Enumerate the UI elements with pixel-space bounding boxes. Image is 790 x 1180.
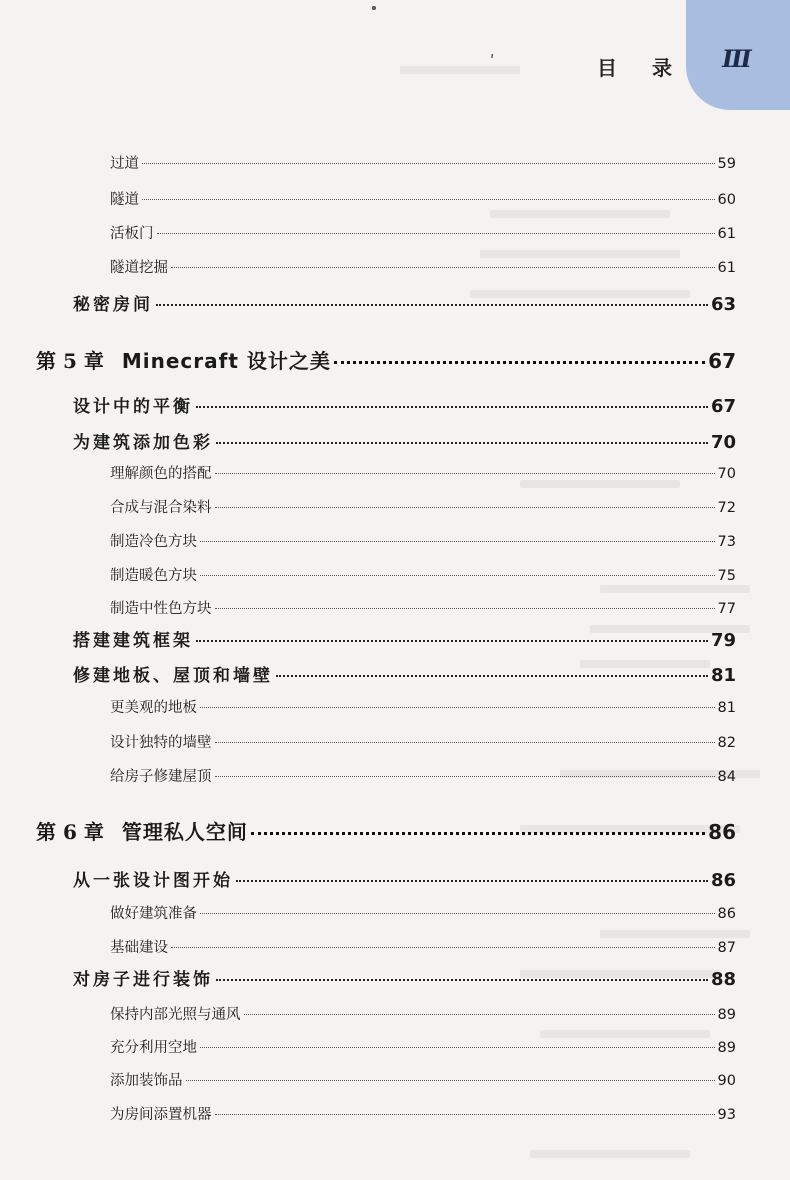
toc-entry-title: 充分利用空地 <box>110 1040 197 1056</box>
toc-page-number: 67 <box>710 396 736 417</box>
toc-subsection-entry[interactable] <box>110 188 736 209</box>
toc-page-number: 77 <box>717 601 736 617</box>
toc-subsection-entry[interactable] <box>110 1103 736 1124</box>
toc-entry-title: 保持内部光照与通风 <box>110 1007 241 1023</box>
dot-leader <box>334 361 705 364</box>
dot-leader <box>215 1114 715 1115</box>
toc-page-number: 93 <box>717 1107 736 1123</box>
dot-leader <box>276 675 708 677</box>
toc-page-number: 79 <box>710 630 736 651</box>
toc-subsection-entry[interactable] <box>110 731 736 752</box>
toc-subsection-entry[interactable] <box>110 696 736 717</box>
toc-page-number: 84 <box>717 769 736 785</box>
dot-leader <box>156 304 708 306</box>
toc-page-number: 61 <box>717 260 736 276</box>
toc-page-number: 81 <box>710 665 736 686</box>
dot-leader <box>216 979 708 981</box>
toc-page-number: 82 <box>717 735 736 751</box>
toc-subsection-entry[interactable] <box>110 256 736 277</box>
toc-entry-title: 从一张设计图开始 <box>73 871 233 891</box>
dot-leader <box>200 1047 715 1048</box>
toc-entry-title: 制造暖色方块 <box>110 568 197 584</box>
dot-leader <box>244 1014 715 1015</box>
toc-page-number: 70 <box>710 432 736 453</box>
toc-page-number: 61 <box>717 226 736 242</box>
dot-leader <box>171 267 715 268</box>
toc-page-number: 88 <box>710 969 736 990</box>
toc-entry-title: 给房子修建屋顶 <box>110 769 212 785</box>
toc-subsection-entry[interactable] <box>110 222 736 243</box>
toc-page-number: 86 <box>708 820 736 844</box>
dot-leader <box>215 473 715 474</box>
page-number-tab <box>686 0 790 110</box>
toc-entry-title: 隧道 <box>110 192 139 208</box>
toc-subsection-entry[interactable] <box>110 462 736 483</box>
dot-leader <box>196 640 708 642</box>
toc-entry-title: 做好建筑准备 <box>110 906 197 922</box>
chapter-number: 第 6 章 <box>36 820 104 844</box>
toc-subsection-entry[interactable] <box>110 902 736 923</box>
dot-leader <box>142 199 715 200</box>
toc-page-number: 72 <box>717 500 736 516</box>
toc-page-number: 67 <box>708 349 736 373</box>
dot-leader <box>215 507 715 508</box>
toc-page-number: 87 <box>717 940 736 956</box>
toc-subsection-entry[interactable] <box>110 1069 736 1090</box>
toc-subsection-entry[interactable] <box>110 765 736 786</box>
roman-page-number: III <box>719 44 753 73</box>
toc-page-number: 86 <box>710 870 736 891</box>
toc-entry-title: 隧道挖掘 <box>110 260 168 276</box>
toc-entry-title: 为建筑添加色彩 <box>73 433 213 453</box>
toc-subsection-entry[interactable] <box>110 530 736 551</box>
toc-section-entry[interactable] <box>73 392 736 417</box>
toc-entry-title: 制造中性色方块 <box>110 601 212 617</box>
toc-entry-title: 活板门 <box>110 226 154 242</box>
dot-leader <box>251 832 705 835</box>
toc-chapter-entry[interactable] <box>36 345 736 374</box>
toc-entry-title: 设计中的平衡 <box>73 397 193 417</box>
dot-leader <box>157 233 715 234</box>
toc-entry-title: 对房子进行装饰 <box>73 970 213 990</box>
toc-section-entry[interactable] <box>73 965 736 990</box>
toc-chapter-title <box>36 345 331 374</box>
toc-page-number: 60 <box>717 192 736 208</box>
dot-leader <box>171 947 715 948</box>
toc-entry-title: 搭建建筑框架 <box>73 631 193 651</box>
toc-subsection-entry[interactable] <box>110 936 736 957</box>
chapter-name: 管理私人空间 <box>121 820 248 844</box>
toc-section-entry[interactable] <box>73 866 736 891</box>
toc-entry-title: 制造冷色方块 <box>110 534 197 550</box>
page-title: 目 录 <box>597 56 686 80</box>
dot-leader <box>216 442 708 444</box>
toc-entry-title: 为房间添置机器 <box>110 1107 212 1123</box>
dot-leader <box>142 163 715 164</box>
toc-page-number: 89 <box>717 1040 736 1056</box>
toc-section-entry[interactable] <box>73 428 736 453</box>
chapter-number: 第 5 章 <box>36 349 104 373</box>
toc-section-entry[interactable] <box>73 290 736 315</box>
toc-subsection-entry[interactable] <box>110 152 736 173</box>
toc-page-number: 90 <box>717 1073 736 1089</box>
toc-entry-title: 更美观的地板 <box>110 700 197 716</box>
dot-leader <box>200 707 715 708</box>
toc-chapter-title <box>36 816 248 845</box>
toc-section-entry[interactable] <box>73 661 736 686</box>
toc-page-number: 75 <box>717 568 736 584</box>
apostrophe-mark: ʹ <box>490 52 495 71</box>
toc-entry-title: 添加装饰品 <box>110 1073 183 1089</box>
toc-section-entry[interactable] <box>73 626 736 651</box>
toc-entry-title: 设计独特的墙壁 <box>110 735 212 751</box>
dot-leader <box>186 1080 715 1081</box>
toc-entry-title: 过道 <box>110 156 139 172</box>
dot-leader <box>236 880 708 882</box>
dot-leader <box>196 406 708 408</box>
toc-subsection-entry[interactable] <box>110 1003 736 1024</box>
dot-leader <box>215 776 715 777</box>
printed-dot-mark <box>372 6 376 10</box>
toc-page-number: 70 <box>717 466 736 482</box>
dot-leader <box>215 742 715 743</box>
dot-leader <box>200 541 715 542</box>
toc-subsection-entry[interactable] <box>110 496 736 517</box>
toc-page-number: 63 <box>710 294 736 315</box>
toc-entry-title: 合成与混合染料 <box>110 500 212 516</box>
toc-subsection-entry[interactable] <box>110 1036 736 1057</box>
toc-page-number: 86 <box>717 906 736 922</box>
toc-entry-title: 秘密房间 <box>73 295 153 315</box>
dot-leader <box>200 913 715 914</box>
toc-chapter-entry[interactable] <box>36 816 736 845</box>
toc-subsection-entry[interactable] <box>110 564 736 585</box>
toc-entry-title: 基础建设 <box>110 940 168 956</box>
toc-entry-title: 修建地板、屋顶和墙壁 <box>73 666 273 686</box>
toc-page-number: 81 <box>717 700 736 716</box>
toc-page-number: 89 <box>717 1007 736 1023</box>
dot-leader <box>215 608 715 609</box>
chapter-name: Minecraft 设计之美 <box>121 349 331 373</box>
toc-page-number: 59 <box>717 156 736 172</box>
toc-entry-title: 理解颜色的搭配 <box>110 466 212 482</box>
toc-page-number: 73 <box>717 534 736 550</box>
dot-leader <box>200 575 715 576</box>
toc-subsection-entry[interactable] <box>110 597 736 618</box>
